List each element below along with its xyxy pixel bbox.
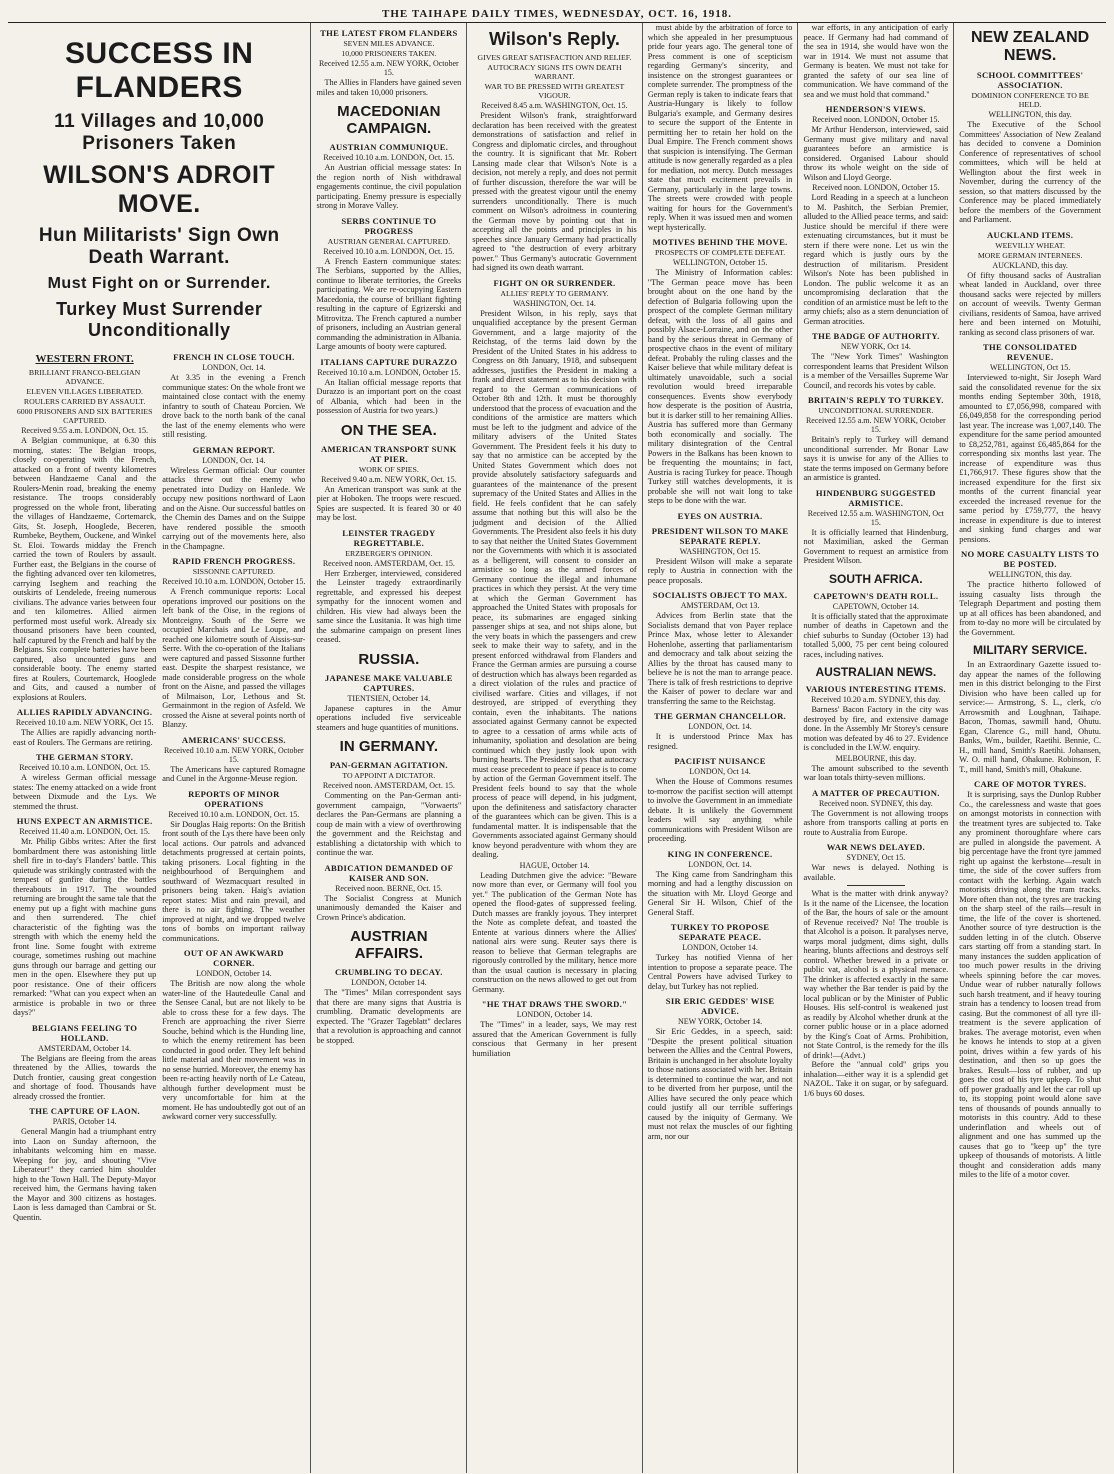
article-heading: PACIFIST NUISANCE [674,756,766,766]
article-text: Japanese captures in the Amur operations included five serviceable steamers and huge quantities of munitions. [316,703,462,732]
dateline: LONDON, Oct. 14. [688,859,752,869]
dateline: Received noon. LONDON, October 15. [812,183,940,192]
dateline: Received 10.10 a.m. LONDON, October 15. [162,577,306,586]
dateline: AMSTERDAM, Oct 13. [680,601,760,610]
article-heading: PAN-GERMAN AGITATION. [329,760,448,770]
dateline: Received 10.10 a.m. LONDON, Oct. 15. [323,153,455,162]
subhead: SISSONNE CAPTURED. [192,567,276,576]
dateline: WELLINGTON, Oct 15. [989,363,1071,372]
article-text: Mr Arthur Henderson, interviewed, said Germany must give military and naval guarantees before an armistice is considered. Organised Labour should throw its whole weight on the side of Wilson and Lloyd George. [803,125,949,182]
dateline: SYDNEY, Oct 15. [846,853,906,862]
article-text: President Wilson, in his reply, says that unqualified acceptance by the present German Government, and a large majority of the Reichstag, of the terms laid down by the President of the United States in his address to Congress on 8th January, 1918, and subsequent addresses, justifies the President in making a frank and direct statement as to his decision with regard to the German communications of October 8th and 12th. It must be thoroughly understood that the process of evacuation and the conditions of the armistice are matters which must be left to the judgment and advice of the military advisers of the United States Government. The President feels it his duty to say that no armistice can be accepted by the United States Government which does not provide absolutely satisfactory safeguards and guarantees of the maintenance of the present supremacy of the United States and Allies in the field. He feels confident that he can safely assume that nothing but this will also be the judgment and decision of the Allied Governments. The President also feels it his duty to say that neither the United States Government nor the Governments with which it is associated as a belligerent, will consent to consider an armistice so long as the armed forces of Germany continue the illegal and inhumane practices in which they persist. At the very time at which the German Government has approached the United States with proposals for peace, its submarines are engaged sinking passenger ships at sea, and not ships alone, but the very boats in which the passengers and crew seek to make their way to safety, and in the present enforced withdrawal from Flanders and France the German armies are pursuing a course of destruction which has always been regarded as a direct violation of the rules and practice of civilised warfare. Cities and villages, if not destroyed, are stripped of everything they contain, even the inhabitants. The nations associated against Germany cannot be expected to agree to a cessation of arms while acts of inhumanity, spoliation and desolation are being continued which they justly look upon with burning hearts. The President says that autocracy must cease precedent to peace if peace is to come by action of the German Government itself. The President feels bound to say that the whole process of peace will depend, in his judgment, upon the definiteness and satisfactory character of the guarantees which can be given. This is a fundamental matter. It is indispensable that the Governments associated against Germany should know beyond peradventure with whom they are dealing. [472,308,637,859]
article-text: The practice hitherto followed of issuing casualty lists through the Telegraph Department and posting them up at all offices has been abandoned, and from to-day no more will be circulated by the Government. [959,580,1102,637]
dateline: LONDON, October 14. [682,943,758,952]
subhead: ALLIES' REPLY TO GERMANY. [500,288,609,298]
article-text: The British are now along the whole water-line of the Hautedeulle Canal and the Sensee Canal, but are not likely to be able to cross these for a few days. The French are approaching the river Sierre Souche, behind which is the Hunding line, to which the enemy retirement has been conducted in good order. They left behind little material and their movement was in no sense hurried. Moreover, the enemy has been re-acting heavily north of Le Cateau, although further development must be very uncomfortable for him at the moment. He has undoubtedly got out of an awkward corner very successfully. [162,979,306,1121]
article-text: It is officially stated that the approximate number of deaths in Capetown and the chief suburbs to Sunday (October 13) had totalled 5,000, 75 per cent being coloured races, including natives. [803,611,949,659]
section-wilsons-reply: Wilson's Reply. [489,29,620,49]
dateline: Received 11.40 a.m. LONDON, Oct. 15. [19,827,150,836]
article-heading: MOTIVES BEHIND THE MOVE. [652,237,788,247]
article-heading: EYES ON AUSTRIA. [677,510,763,521]
dateline: Received 10.20 a.m. SYDNEY, this day. [811,695,941,704]
article-heading: WAR NEWS DELAYED. [826,842,925,852]
subhead: ELEVEN VILLAGES LIBERATED. [26,387,143,396]
section-germany: IN GERMANY. [339,738,439,755]
article-heading: VARIOUS INTERESTING ITEMS. [805,684,946,694]
article-text: It is officially learned that Hindenburg, not Maximilian, asked the German Government to request an armistice from President Wilson. [803,527,949,565]
column-1-split [13,347,305,1222]
article-heading: ALLIES RAPIDLY ADVANCING. [16,707,153,717]
subhead: PROSPECTS OF COMPLETE DEFEAT. [654,248,786,257]
article-heading: AUCKLAND ITEMS. [987,229,1074,240]
article-text: When the House of Commons resumes to-morrow the pacifist section will attempt to involve the Government in an immediate debate. It is unlikely the Government leaders will say anything while communications with President Wilson are proceeding. [647,777,793,843]
subhead: UNCONDITIONAL SURRENDER. [818,406,934,415]
article-text: Of fifty thousand sacks of Australian wheat landed in Auckland, over three thousand sacks were rejected by millers on account of weevils. Twenty German civilians, residents of Samoa, have arrived here and been interned on Motuihi, ranking as second class prisoners of war. [959,270,1102,337]
article-heading: SIR ERIC GEDDES' WISE ADVICE. [665,996,775,1016]
subhead: AUTOCRACY SIGNS ITS OWN DEATH WARRANT. [487,63,622,81]
article-heading: HUNS EXPECT AN ARMISTICE. [16,816,153,826]
advertisement-text: Before the "annual cold" grips you inhalation—either way it is a splendid get NAZOL. Take it on sugar, or by safeguard. 1/6 buys 60 doses. [803,1060,949,1098]
article-heading: SOCIALISTS OBJECT TO MAX. [652,590,788,600]
article-text: A French communique reports: Local operations improved our positions on the left bank of the Oise, in the regions of Montceigny. South of the Serre we occupied Marchais and Le Loupe, and reached one kilometre south of Aissis-sur-Serre. With the co-operation of the Italians were captured and passed Sissonne further east. Despite the sharpest resistance, we made considerable progress on the whole front on the Aisne, and passed the villages of Milmaison, Lor, Lethous and St. Germainmont in the region of Asfeld. We crossed the Aisne at several points north of Blanzy. [162,587,306,729]
article-text: The Belgians are fleeing from the areas threatened by the Allies, towards the Dutch frontier, causing great congestion and shortage of food. Thousands have already crossed the frontier. [13,1053,157,1101]
article-text: The "New York Times" Washington correspondent learns that President Wilson is a member of the Versailles Supreme War Council, and records his votes by cable. [803,352,949,390]
article-heading: AUSTRIAN COMMUNIQUE. [329,142,449,152]
article-heading: SCHOOL COMMITTEES' ASSOCIATION. [976,70,1084,90]
dateline: LONDON, Oct. 14. [202,363,266,372]
article-text: Herr Erzberger, interviewed, considered the Leinster tragedy extraordinarily regrettable, and expressed his deepest sympathy for the innocent women and children. His view had always been the same since the Lusitania. It was high time the submarine campaign on present lines ceased. [316,568,462,644]
article-text: The Socialist Congress at Munich unanimously demanded the Kaiser and Crown Prince's abdication. [316,893,462,922]
subhead: 6000 PRISONERS AND SIX BATTERIES CAPTURED. [16,407,153,425]
article-heading: NO MORE CASUALTY LISTS TO BE POSTED. [960,549,1100,569]
dateline: LONDON, October 14. [516,1010,593,1019]
article-heading: THE BADGE OF AUTHORITY. [812,331,940,341]
article-heading: FRENCH IN CLOSE TOUCH. [173,352,295,362]
section-macedonian: MACEDONIAN CAMPAIGN. [337,103,441,137]
article-text: The "Times" in a leader, says, We may rest assured that the American Government is fully conscious that Germany in her present humiliation [472,1020,637,1058]
subhead: WAR TO BE PRESSED WITH GREATEST VIGOUR. [484,82,625,100]
dateline: Received 12.55 a.m. NEW YORK, October 15. [318,59,459,77]
article-heading: BELGIANS FEELING TO HOLLAND. [32,1022,138,1043]
article-text: An American transport was sunk at the pier at Hoboken. The troops were rescued. Spies are suspected. It is feared 30 or 40 may be lost. [316,484,462,522]
article-text: Interviewed to-night, Sir Joseph Ward said the consolidated revenue for the six months ending September 30th, 1918, amounted to £7,056,998, compared with £6,049,858 for the corresponding period last year. The increase was 1,007,140. The expenditure for the same period amounted to £8,252,781, against £6,485,864 for the corresponding six months last year. The increase of expenditure was thus £1,766,917. These figures show that the increased expenditure for the first six months of the current financial year exceeded the increased revenue for the same period by £759,777, the heavy increase in expenditure is due to interest and sinking fund charges and war pensions. [959,373,1102,544]
article-text: General Mangin had a triumphant entry into Laon on Sunday afternoon, the inhabitants welcoming him en masse. Weeping for joy, and shouting "Vive Liberateur!" they carried him shoulder high to the Town Hall. The Deputy-Mayor received him, the Germans having taken the Mayor and 300 citizens as hostages. Laon is less damaged than Cambrai or St. Quentin. [13,1127,157,1222]
article-text: Lord Reading in a speech at a luncheon to M. Pashitch, the Serbian Premier, alluded to the Allied peace terms, and said: Justice should be merciful if there were extenuating circumstances, but it must be stern if there were none. Let us win the regard which is justly ours by the destruction of militarism. President Wilson's Note has been published in London. The public welcome it as an uncompromising declaration that the condition of an armistice must be left to the army chiefs; also as a stern denunciation of German atrocities. [803,193,949,326]
section-australian-news: AUSTRALIAN NEWS. [815,665,937,679]
article-text: In an Extraordinary Gazette issued to-day appear the names of the following men in this district belonging to the First Division who have been called up for service:— Armstrong, S. L., clerk, c/o Arrowsmith and Loughnan, Taihape. Bacon, Thomas, sawmill hand, Ohutu. Egan, Clarence G., mill hand, Ohutu. Banks, Wm., builder, Raetihi. Bennie, C. H., mill hand, Smith's Raetihi. Johansen, W. O. mill hand, Ohakune. Robinson, F. T., mill hand, Smith's mill, Ohakune. [959,660,1102,774]
subhead: AUSTRIAN GENERAL CAPTURED. [327,236,451,246]
dateline: Received 10.10 a.m. NEW YORK, Oct 15. [15,718,154,727]
dateline: LONDON, Oct. 14. [202,455,266,465]
article-heading: FIGHT ON OR SURRENDER. [493,277,616,288]
column-1 [8,23,311,1473]
article-text: A wireless German official message states: The enemy attacked on a wide front between Dixmude and the Lys. We stemmed the thrust. [13,773,157,811]
dateline: WELLINGTON, this day. [988,570,1072,579]
dateline: LONDON, October 14. [351,978,427,987]
dateline: LONDON, October 14. [196,969,272,978]
article-text: Commenting on the Pan-German anti-government campaign, "Vorwaerts" declares the Pan-Germans are planning a coup de main with a view of overthrowing the government and the Reichstag and establishing a dictatorship with which to continue the war. [316,791,462,857]
dateline: Received 9.55 a.m. LONDON, Oct. 15. [21,426,149,435]
article-heading: GERMAN REPORT. [192,444,276,455]
article-heading: ABDICATION DEMANDED OF KAISER AND SON. [324,862,454,883]
column-3 [467,23,642,1473]
article-heading: BRITAIN'S REPLY TO TURKEY. [808,395,944,405]
article-text: must abide by the arbitration of force to which she appealed in her presumptuous pride four years ago. The general tone of Press comment is one of scepticism regarding Germany's sincerity, and insistence on the strongest guarantees or complete surrender. The promptness of the German reply is taken to indicate fears that Austria-Hungary is likely to follow Bulgaria's example, and Germany desires to secure the support of the Entente in permitting her to retain her hold on the Dual Empire. The French comment shows that suspicion is intensifying. The German attitude is now generally regarded as a plea for mediation, not mercy. Dutch messages state that much excitement prevails in Germany, particularly in the large towns. The streets were crowded with people waiting for hours for the Government's reply. When it was issued men and women wept hysterically. [647,23,793,232]
article-text: Advices from Berlin state that the Socialists demand that von Payer replace Prince Max, whose letter to Alexander Hohenlohe, asserting that parliamentarism and democracy and talk about seizing the Allies by the throat has caused many to believe he is not the man to arrange peace. There is talk of fresh restrictions to deprive the Kaiser of power to declare war and transferring the same to the Reichstag. [647,611,793,706]
subhead: WEEVILLY WHEAT. [995,240,1065,250]
article-text: The King came from Sandringham this morning and had a lengthy discussion on the situation with Mr. Lloyd George and General Sir H. Wilson, Chief of the General Staff. [647,869,793,917]
article-text: At 3.35 in the evening a French communique states: On the whole front we maintained close contact with the enemy infantry to south of Chateau Porcien. We drove back to the north bank of the canal the last of the enemy elements who were still resisting. [162,373,306,439]
article-heading: OUT OF AN AWKWARD CORNER. [183,948,284,968]
dateline: AMSTERDAM, October 14. [38,1043,132,1053]
article-text: The Allies are rapidly advancing north-east of Roulers. The Germans are retiring. [13,728,157,747]
article-text: It is surprising, says the Dunlop Rubber Co., the carelessness and waste that goes on amongst motorists in connection with the treatment tyres are subjected to. Take any prominent thoroughfare where cars are pulled in alongside the pavement. A big percentage have the front tyre jammed right up against the kerbstone—result in time, the side of the cover suffers from contact with the kerbing. Again watch motorists driving along the tram tracks. More often than not, the tyres are tracking on the sharp steel of the rails—result in time, the life of the cover is shortened. Another source of tyre destruction is the sudden letting in of the clutch. Observe cars starting off from a standing start. In many instances the sudden application of too much power results in the driving wheels spinning before the car moves. Undue wear of rubber naturally follows such harsh treatment, and if heavy touring strain has a tendency to loosen tread from casing. But the commonest of all tyre ill-treatment is the severe application of brakes. The average motorist, even when he knows he intends to stop at a given point, drives within a few yards of his destination, and then so up goes the brakes. Result—loss of rubber, and up goes the cost of his tyre upkeep. To shut off power gradually and let the car roll up to, its stopping point would alone save tens of thousands of pounds annually to motorists in this country. Add to these underinflation and wheels out of alignment and one has summed up the causes that go to "keep up" the tyre upkeep of thousands of motorists. A little thought and consideration adds many miles to the life of a motor cover. [959,790,1102,1179]
subhead: BRILLIANT FRANCO-BELGIAN ADVANCE. [28,368,141,386]
subhead: ROULERS CARRIED BY ASSAULT. [23,397,146,406]
dateline: LONDON, Oct. 14. [688,722,752,731]
article-text: Britain's reply to Turkey will demand unconditional surrender. Mr Bonar Law says it is unwise for any of the Allies to state the terms imposed on Germany before an armistice is granted. [803,435,949,482]
article-text: The Allies in Flanders have gained seven miles and taken 10,000 prisoners. [316,78,462,97]
dateline: PARIS, October 14. [52,1117,117,1126]
dateline: Received 12.55 a.m. NEW YORK, October 15. [805,416,946,434]
article-heading: THE GERMAN CHANCELLOR. [654,711,787,721]
article-heading: RAPID FRENCH PROGRESS. [172,556,296,566]
subhead: ERZBERGER'S OPINION. [345,548,433,558]
article-heading: AMERICAN TRANSPORT SUNK AT PIER. [321,443,457,464]
section-austria: AUSTRIAN AFFAIRS. [350,928,428,962]
dateline: Received 10.10 a.m. LONDON, Oct. 15. [19,763,151,772]
article-heading: "HE THAT DRAWS THE SWORD." [481,999,628,1009]
dateline: Received 9.40 a.m. NEW YORK, Oct. 15. [321,474,457,484]
dateline: Received noon. BERNE, Oct. 15. [335,883,443,893]
subhead: DOMINION CONFERENCE TO BE HELD. [971,91,1089,109]
subhead: SEVEN MILES ADVANCE. [343,39,435,48]
headline-wilson: WILSON'S ADROIT MOVE. [43,161,276,218]
article-heading: HENDERSON'S VIEWS. [825,104,926,114]
column-4 [643,23,799,1473]
article-text: The "Times" Milan correspondent says that there are many signs that Austria is crumbling. Dramatic developments are expected. The "Grazer Tageblatt" declares that a revolution is approaching and cannot be stopped. [316,988,462,1045]
article-text: The Ministry of Information cables: "The German peace move has been brought about on the one hand by the defection of Bulgaria following upon the prospect of the complete German military defeat, with the loss of all gains and possibly Alsace-Lorraine, and on the other hand by the serious threat in Germany of prospective chaos in the event of military defeat. Probably the ruling classes and the Kaiser believe that while military defeat is ultimately unavoidable, such a social revolution would breed irreparable consequences. Events show everybody how desperate is the position of Austria, but it is darker still to her remaining Allies. Austria has suffered more than Germany both economically and socially. The military disintegration of the Central Powers in the Balkans has been known to be frequenting the mountains; in fact, Austria is racing Turkey for peace. Though Turkey still watches developments, it is probable she will not wait long to take steps to be done with the war. [647,268,793,505]
dateline: Received noon. LONDON, October 15. [812,115,940,124]
article-heading: CAPETOWN'S DEATH ROLL. [813,590,939,601]
dateline: Received noon. AMSTERDAM, Oct. 15. [322,558,455,568]
article-text: A French Eastern communique states: The Serbians, supported by the Allies, continue to liberate territories, the Greeks participating. We are re-occupying Eastern Macedonia, the course of brilliant fighting resulting in the capture of Egrizerski and Mitrovitza. The French captured a number of prisoners, including an Austrian general commanding the administration in Albania. Large amounts of booty were captured. [316,256,462,351]
article-text: It is understood Prince Max has resigned. [647,732,793,751]
article-text: Barness' Bacon Factory in the city was destroyed by fire, and extensive damage done. In the Assembly Mr Storey's censure motion was defeated by 46 to 27. Evidence is concluded in the I.W.W. enquiry. [803,705,949,752]
article-text: President Wilson will make a separate reply to Austria in connection with the peace proposals. [647,556,793,585]
headline-flanders: SUCCESS IN FLANDERS [65,37,254,104]
article-text: Sir Douglas Haig reports: On the British front south of the Lys there have been only local actions. Our patrols and advanced detachments progressed at certain points, taking prisoners. Local fighting in the neighbourhood of Berquinghem and southward of Wezmacquart resulted in prisoners being taken. Haig's aviation report states: Mist and rain prevail, and there is no air fighting. The weather improved at night, and we dropped twelve tons of bombs on important railway communications. [162,819,306,943]
article-text: Leading Dutchmen give the advice: "Beware now more than ever, or Germany will fool you yet." The publication of the German Note has opened the flood-gates of suppressed feeling. Dutch masses are frankly joyous. They interpret the Note as complete defeat, and toasted the Entente at various dinners where the Allies' national airs were sung. Reuter says there is reason to believe that German telegraphs are rigorously controlled by the military, hence more than the usual caution is necessary in placing construction on the news allowed to get out from Germany. [472,870,637,994]
subhead: WORK OF SPIES. [358,464,419,474]
subhead: MORE GERMAN INTERNEES. [977,250,1083,260]
section-sea: ON THE SEA. [340,421,437,439]
article-heading: THE GERMAN STORY. [36,752,134,762]
article-heading: THE LATEST FROM FLANDERS [320,28,458,38]
article-text: Mr. Philip Gibbs writes: After the first bombardment there was astonishing little shell fire in to-day's Flanders' battle. This quietude was strikingly contrasted with the tempest of gunfire during the battles thereabouts in 1917. The wounded returning are brought the same tale that the enemy put up a fight with machine guns and then surrendered. The chief characteristic of the fighting was the strength with which the enemy held the front line. Some fought with extreme courage, sometimes rushing out machine guns through our barrage and getting our men in the open. Elsewhere they put up poor resistance. One of their officers remarked: "What can you expect when an armistice is probable in two or three days?" [13,837,157,1017]
article-heading: TURKEY TO PROPOSE SEPARATE PEACE. [670,922,770,942]
article-heading: KING IN CONFERENCE. [667,848,773,859]
subhead: 10,000 PRISONERS TAKEN. [341,49,437,58]
article-heading: SERBS CONTINUE TO PROGRESS [341,215,437,236]
dateline: HAGUE, October 14. [519,860,590,870]
article-heading: AMERICANS' SUCCESS. [181,734,286,745]
subhead: GIVES GREAT SATISFACTION AND RELIEF. [477,53,632,62]
article-heading: THE CAPTURE OF LAON. [29,1106,140,1116]
column-1a [13,347,156,1222]
article-heading: LEINSTER TRAGEDY REGRETTABLE. [342,527,436,548]
article-heading: JAPANESE MAKE VALUABLE CAPTURES. [324,672,453,693]
article-text: Wireless German official: Our counter attacks threw out the enemy who penetrated into Dudizy on Hanlede. We occupy new positions northward of Laon and on the Aisne. Our successful battles on the Chemin des Dames and on the Suippe have rendered possible the smooth carrying out of the movements here, also in the Champagne. [162,465,306,551]
dateline: WASHINGTON, Oct 15. [679,546,761,556]
divider [847,885,905,886]
article-text: Turkey has notified Vienna of her intention to propose a separate peace. The Central Powers have advised Turkey to delay, but Turkey has not replied. [647,953,793,991]
dateline: NEW YORK, Oct 14. [840,342,911,351]
article-text: war efforts, in any anticipation of early peace. If Germany had had command of the sea in 1914, she would have won the war in 1914. We must not assume that Germany is beaten. We must not take for granted the safety of our sea line of communication. We have command of the sea and we must hold that command." [803,23,949,99]
dateline: Received 10.10 a.m. LONDON, Oct. 15. [168,809,300,819]
section-new-zealand-news: NEW ZEALAND NEWS. [971,29,1090,64]
article-heading: THE CONSOLIDATED REVENUE. [983,342,1078,362]
dateline: NEW YORK, October 14. [677,1017,763,1026]
article-text: An Italian official message reports that Durazzo is an important port on the coast of Albania, which had been in the possession of Austria for two years.) [316,377,462,415]
column-2 [311,23,467,1473]
article-heading: A MATTER OF PRECAUTION. [811,787,940,798]
section-russia: RUSSIA. [358,650,420,668]
column-1b [162,347,305,1222]
dateline: Received noon. SYDNEY, this day. [818,798,933,808]
headline-villages: 11 Villages and 10,000 Prisoners Taken [54,111,265,154]
dateline: Received 10.10 a.m. LONDON, October 15. [317,367,461,377]
dateline: MELBOURNE, this day. [835,753,917,763]
article-heading: CARE OF MOTOR TYRES. [973,779,1087,789]
article-text: Sir Eric Geddes, in a speech, said: "Despite the present political situation between the Allies and the Central Powers, Britain is unchanged in her absolute loyalty to those nations associated with her. Britain is determined to continue the war, and not to be diverted from her purpose, until the Allies have secured the only peace which could justify all our terrible sufferings caused by the iniquity of Germany. We must not relax the muscles of our fighting arm, nor our [647,1027,793,1141]
article-heading: REPORTS OF MINOR OPERATIONS [188,788,280,809]
article-text: War news is delayed. Nothing is available. [803,863,949,882]
section-south-africa: SOUTH AFRICA. [829,571,923,586]
masthead: THE TAIHAPE DAILY TIMES, WEDNESDAY, OCT. 16, 1918. [8,6,1106,23]
article-heading: CRUMBLING TO DECAY. [335,967,443,977]
dateline: CAPETOWN, October 14. [832,601,919,611]
article-text: The Government is not allowing troops ashore from transports calling at ports en route to Australia from Europe. [803,808,949,837]
article-heading: HINDENBURG SUGGESTED ARMISTICE. [815,487,936,508]
dateline: Received 10.10 a.m. LONDON, Oct. 15. [323,246,455,256]
dateline: TIENTSIEN, October 14. [347,693,431,703]
article-text: A Belgian communique, at 6.30 this morning, states: The Belgian troops, closely co-operating with the French, attacked on a front of twenty kilometres between Handzaeme Canal and the Roulers-Menin road, breaking the enemy resistance. The troops considerably progressed on the whole front, liberating the villages of Handzaeme, Cortemarck, Gits, St. Joseph, Hooglede, Beceren, Rumbeke, Beythem, Ouckene, and Winkel St. Eloi. Towards midday the French carried the town of Roulers by assault. Further east, the Belgians in the course of the fighting advanced over ten kilometres, carrying Iseghem and reaching the outskirts of Lendelede, freeing numerous civilians. The advance varies between four and ten kilometres. Allied airmen performed most useful work. Already six thousand prisoners have been counted, half captured by the French and half by the Belgians. Six complete batteries have been captured, also uncounted guns and considerable booty. The enemy started fires at Roulers, Courtemarck, Hooglede and Gits, and caused a number of explosions at Roulers. [13,436,157,702]
advertisement-text: What is the matter with drink anyway? Is it the name of the Licensee, the location of the Bar, the hours of sale or the amount of Revenue received? No! The trouble is that Alcohol is a poison. It paralyses nerve, warps moral judgment, dims sight, dulls hearing, blunts affections and destroys self control. Whether brewed in a private or public vat, alcohol is a physical menace. The drinker is affected exactly in the same way whether the Bar tender is paid by the local publican or by the Minister of Public Houses. His self-control is weakened just as readily by Alcohol whether drunk at the corner public house or in a place adorned by the King's Coat of Arms. Prohibition, not State Control, is the remedy for the ills of drink!—(Advt.) [803,889,949,1060]
section-military-service: MILITARY SERVICE. [972,643,1088,657]
dateline: Received 12.55 a.m. WASHINGTON, Oct 15. [807,508,944,527]
dateline: WASHINGTON, Oct. 14. [513,298,596,308]
dateline: WELLINGTON, October 15. [672,258,768,267]
headline-militarists: Hun Militarists' Sign Own Death Warrant. [38,225,280,268]
column-5 [798,23,954,1473]
columns [8,23,1106,1473]
subhead: TO APPOINT A DICTATOR. [342,771,436,780]
article-text: An Austrian official message states: In the region north of Nish withdrawal engagements continue, the civil population participating. Enemy pressure is especially strong in Morave Valley. [316,163,462,210]
dateline: LONDON, Oct 14. [689,767,751,776]
section-western-front: WESTERN FRONT. [35,353,134,365]
column-6 [954,23,1106,1473]
dateline: AUCKLAND, this day. [992,260,1068,270]
dateline: Received 8.45 a.m. WASHINGTON, Oct. 15. [481,101,628,110]
article-text: The amount subscribed to the seventh war loan totals thirty-seven millions. [803,763,949,782]
article-heading: ITALIANS CAPTURE DURAZZO [320,356,458,367]
dateline: Received 10.10 a.m. NEW YORK, October 15. [163,745,304,764]
dateline: Received noon. AMSTERDAM, Oct. 15. [322,781,455,790]
dateline: WELLINGTON, this day. [988,110,1072,119]
headline-fight: Must Fight on or Surrender. [47,275,271,292]
article-text: The Executive of the School Committees' Association of New Zealand has decided to convene a Dominion Conference of representatives of school committees, which will be held at Wellington about the first week in November, during the currency of the session, so that matters discussed by the Conference may be placed immediately before the members of the Government and Parliament. [959,120,1102,224]
headline-turkey: Turkey Must Surrender Unconditionally [56,299,263,340]
article-heading: PRESIDENT WILSON TO MAKE SEPARATE REPLY. [651,525,789,546]
article-text: President Wilson's frank, straightforward declaration has been received with the greatest demonstrations of satisfaction and relief in Congress and diplomatic circles, and throughout the country. It is significant that Mr. Robert Lansing made clear that Wilson's Note is a decision, not merely a reply, and does not permit of further discussion, therefore the war will be pressed with the greatest vigour until the enemy surrenders unconditionally. There is much comment on Wilson's adroitness in countering the German move by pointing out that in accepting all the points and principles in his speeches since January Germany had practically agreed to "the destruction of every arbitrary power." Thus Germany's autocratic Government had signed its own death warrant. [472,111,637,272]
article-text: The Americans have captured Romagne and Cunel in the Argonne-Meuse region. [162,764,306,783]
